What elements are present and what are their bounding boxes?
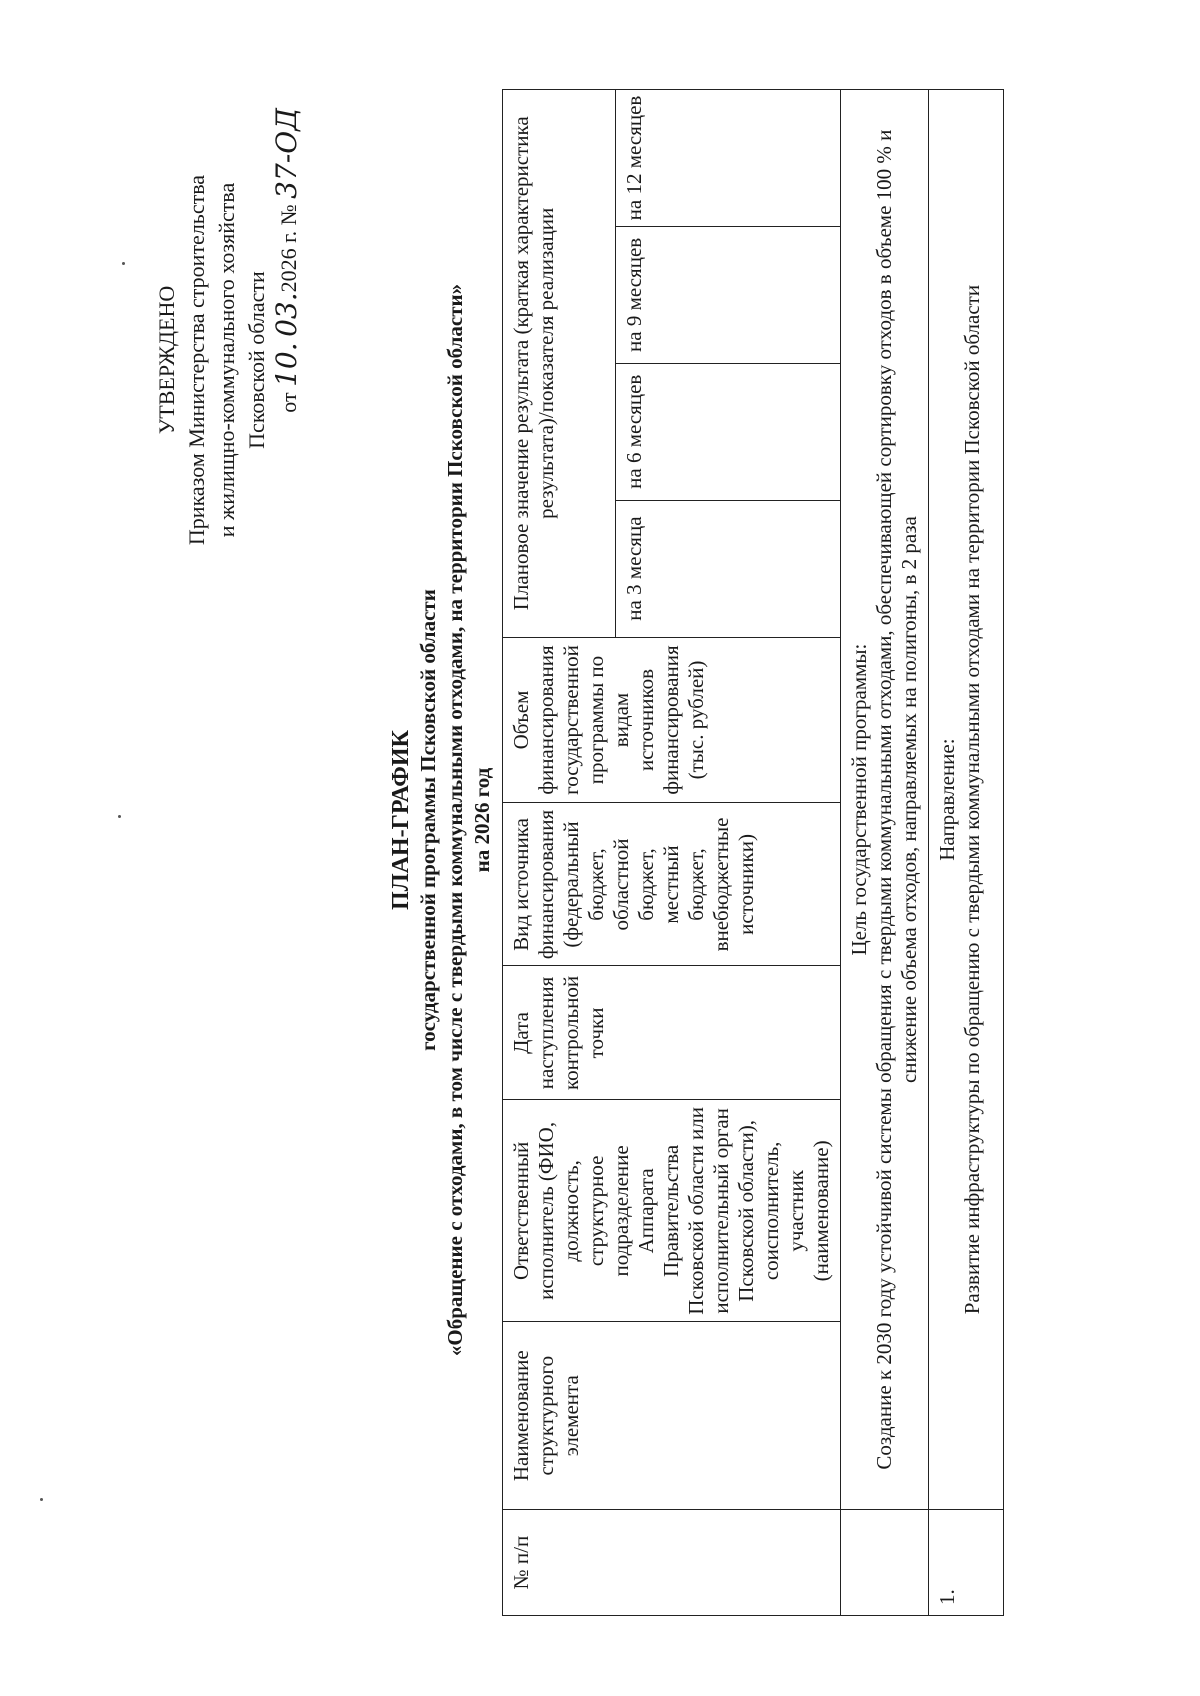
goal-cell	[841, 90, 929, 1510]
date-prefix: от	[276, 392, 301, 413]
direction-cell	[929, 90, 1004, 1510]
direction-title: Направление:	[935, 738, 959, 861]
direction-text: Развитие инфраструктуры по обращению с твердыми коммунальными отходами на территории Псковской области	[960, 284, 984, 1315]
header-source: Вид источника финансирования (федеральный бюджет, областной бюджет, местный бюджет, внебюджетные источники)	[503, 803, 841, 966]
approval-date-line	[272, 100, 304, 620]
date-month-handwritten: 03.	[270, 292, 303, 337]
title-line-4: на 2026 год	[470, 767, 494, 873]
row-number: 1.	[929, 1510, 1004, 1616]
header-volume: Объем финансирования государственной программы по видам источников финансирования (тыс. рублей)	[503, 637, 841, 803]
header-row-1	[503, 90, 616, 1616]
plan-table	[502, 89, 1004, 1616]
header-name: Наименование структурного элемента	[503, 1322, 841, 1510]
goal-text: Создание к 2030 году устойчивой системы обращения с твердыми коммунальными отходами, обеспечивающей сортировку отходов в объеме 100 % и снижение объема отходов, направляемых на полигоны, в 2 раза	[872, 129, 921, 1470]
goal-row	[841, 90, 929, 1616]
date-year: 2026 г. №	[276, 204, 301, 293]
header-m12: на 12 месяцев	[616, 90, 841, 227]
document-title	[388, 110, 496, 1530]
direction-row	[929, 90, 1004, 1616]
header-m6: на 6 месяцев	[616, 363, 841, 500]
scan-speck	[40, 1498, 43, 1501]
header-planned: Плановое значение результата (краткая характеристика результата)/показателя реализации	[503, 90, 616, 638]
header-date: Дата наступления контрольной точки	[503, 966, 841, 1100]
header-m3: на 3 месяца	[616, 500, 841, 637]
approved-label: УТВЕРЖДЕНО	[154, 285, 179, 435]
approval-line-2: и жилищно-коммунального хозяйства	[214, 182, 239, 538]
title-line-1: ПЛАН-ГРАФИК	[388, 730, 414, 910]
goal-num-cell	[841, 1510, 929, 1616]
title-line-2: государственной программы Псковской области	[416, 589, 440, 1051]
approval-line-1: Приказом Министерства строительства	[184, 174, 209, 546]
title-line-3: «Обращение с отходами, в том числе с твердыми коммунальными отходами, на территории Псковской области»	[443, 283, 467, 1357]
order-number-handwritten: 37-ОД	[270, 108, 303, 199]
header-responsible: Ответственный исполнитель (ФИО, должность, структурное подразделение Аппарата Правительства Псковской области или исполнительный орган Псковской области), соисполнитель, участник (наименование)	[503, 1100, 841, 1322]
approval-line-3: Псковской области	[244, 271, 269, 449]
document-page	[0, 40, 1120, 1660]
header-m9: на 9 месяцев	[616, 226, 841, 363]
header-num: № п/п	[503, 1510, 841, 1616]
scan-speck	[122, 262, 125, 265]
date-day-handwritten: 10.	[270, 342, 303, 387]
approval-stamp	[152, 100, 304, 620]
goal-title: Цель государственной программы:	[847, 643, 871, 956]
scan-speck	[118, 815, 121, 818]
